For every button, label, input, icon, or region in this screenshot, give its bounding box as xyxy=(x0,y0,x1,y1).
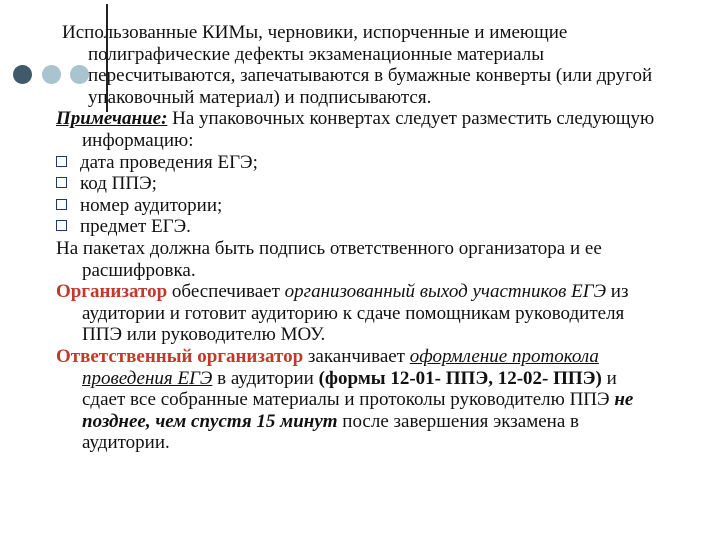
paragraph-organizer xyxy=(56,281,656,346)
text-fragment: и сдает все собранные материалы и протоколы руководителю ППЭ xyxy=(82,367,617,411)
checkbox-bullet-icon xyxy=(56,177,67,188)
text-fragment: из аудитории и готовит аудиторию к сдаче помощникам руководителя ППЭ или руководителю МОУ. xyxy=(82,281,629,346)
emphasis-protocol: оформление протокола проведения ЕГЭ xyxy=(82,345,599,389)
paragraph-responsible-organizer xyxy=(56,346,656,454)
note-text: На упаковочных конвертах следует разместить следующую информацию: xyxy=(82,108,655,151)
list-item-text: дата проведения ЕГЭ; xyxy=(80,151,258,173)
list-item-text: предмет ЕГЭ. xyxy=(80,216,191,238)
decorative-dot-dark xyxy=(13,65,32,84)
list-item xyxy=(56,152,656,174)
checkbox-bullet-icon xyxy=(56,199,67,210)
text-fragment: после завершения экзамена в аудитории. xyxy=(82,410,579,454)
checkbox-bullet-icon xyxy=(56,220,67,231)
note-label: Примечание: xyxy=(56,108,168,130)
list-item xyxy=(56,195,656,217)
note-paragraph xyxy=(56,108,656,151)
list-item-text: код ППЭ; xyxy=(80,173,157,195)
emphasis-exit: организованный выход участников ЕГЭ xyxy=(284,281,607,303)
role-responsible-organizer: Ответственный организатор xyxy=(56,345,304,367)
checkbox-bullet-icon xyxy=(56,156,67,167)
slide-body xyxy=(56,22,656,454)
text-fragment: в аудитории xyxy=(212,367,319,389)
role-organizer: Организатор xyxy=(56,281,168,303)
text-fragment: обеспечивает xyxy=(167,281,285,303)
paragraph-signature: На пакетах должна быть подпись ответственного организатора и ее расшифровка. xyxy=(56,237,602,281)
list-item xyxy=(56,216,656,238)
forms-bold: (формы 12-01- ППЭ, 12-02- ППЭ) xyxy=(318,367,602,389)
list-item-text: номер аудитории; xyxy=(80,194,223,216)
list-item xyxy=(56,173,656,195)
emphasis-deadline: не позднее, чем спустя 15 минут xyxy=(82,389,634,432)
paragraph-materials: Использованные КИМы, черновики, испорченные и имеющие полиграфические дефекты экзаменационные материалы пересчитываются, запечатываются в бумажные конверты (или другой упаковочный материал) и подписываются. xyxy=(62,22,653,108)
text-fragment: заканчивает xyxy=(303,345,410,367)
